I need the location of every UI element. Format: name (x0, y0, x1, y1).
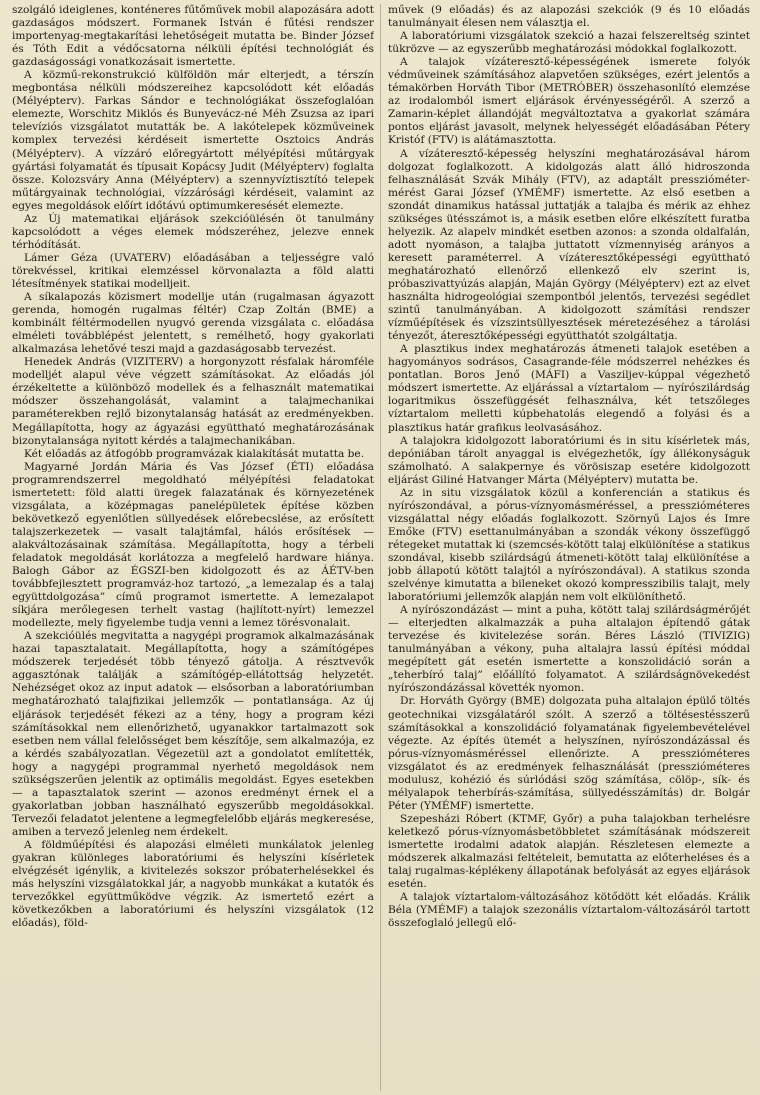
left-column (12, 4, 374, 1095)
paragraph: Szepesházi Róbert (KTMF, Győr) a puha talajokban terhelésre keletkező pórus-víznyomásbetöbbletet számításának módszereit ismertette irodalmi adatok alapján. Részletesen elemezte a módszerek alkalmazási feltételeit, bemutatta az előterheléses és a talaj rugalmas-képlékeny állapotának befolyását az egyes eljárások esetén. (388, 812, 750, 891)
paragraph: Az Új matematikai eljárások szekcióülésén öt tanulmány kapcsolódott a véges elemek módszeréhez, jelezve ennek térhódítását. (12, 212, 374, 251)
right-column (388, 4, 750, 1095)
paragraph: művek (9 előadás) és az alapozási szekciók (9 és 10 előadás tanulmányait élesen nem választja el. (388, 4, 750, 30)
paragraph: Henedek András (VIZITERV) a horgonyzott résfalak háromféle modelljét alapul véve végzett számításokat. Az előadás jól érzékeltette a különböző modellek és a felhasznált matematikai módszer összehangolását, valamint a talajmechanikai paraméterekben rejlő bizonytalanság hatását az eredményekben. Megállapította, hogy az ágyazási együttható meghatározásának bizonytalansága nyitott kérdés a talajmechanikában. (12, 356, 374, 447)
paragraph: Az in situ vizsgálatok közül a konferencián a statikus és nyírószondával, a pórus-víznyomásméréssel, a presszióméteres vizsgálattal négy előadás foglalkozott. Szörnyű Lajos és Imre Emőke (FTV) esettanulmányában a szondák vékony összefüggő rétegeket mutattak ki (szemcsés-kötött talaj elkülönítése a statikus szondával, kisebb szilárdságú átmeneti-kötött talaj elkülönítése a jobb állapotú kötött talajtól a nyírószondával). A statikus szonda szelvénye kimutatta a bileneket okozó kompresszibilis talajt, mely laboratóriumi jellemzők alapján nem volt elkülöníthető. (388, 486, 750, 604)
paragraph: A nyírószondázást — mint a puha, kötött talaj szilárdságmérőjét — elterjedten alkalmazzák a puha altalajon építendő gátak tervezése és kivitelezése során. Béres László (TIVIZIG) tanulmányában a vékony, puha altalajra lassú építési móddal megépített gát esetén ismertette a konszolidáció során a „teherbíró talaj” előállító folyamatot. A szilárdságnövekedést nyírószondázással követték nyomon. (388, 604, 750, 695)
paragraph: A laboratóriumi vizsgálatok szekció a hazai felszereltség szintet tükrözve — az egyszerűbb meghatározási módokkal foglalkozott. (388, 30, 750, 56)
paragraph: A vízáteresztő-képesség helyszíni meghatározásával három dolgozat foglalkozott. A kidolgozás alatt álló hidroszonda felhasználását Szvák Mihály (FTV), az adaptált presszióméter-mérést Garai József (YMÉMF) ismertette. Az első esetben a szondát dinamikus hatással juttatják a talajba és mérik az ehhez szükséges ütésszámot is, a másik esetben előre elkészített furatba helyezik. Az alapelv mindkét esetben azonos: a szonda oldalfalán, adott nyomáson, a talajba juttatott vízmennyiség arányos a keresett paraméterrel. A vízáteresztőképességi együttható meghatározható ellenőrző ellenkező elv szerint is, próbaszivattyúzás alapján, Maján György (Mélyépterv) ezt az elvet használta hidrogeológiai szempontból jelentős, tervezési segédlet szintű tanulmányában. A kidolgozott számítási rendszer vízműépítések és vízszintsüllyesztések méretezéséhez a tárolási tényezőt, áteresztőképességi együtthatót szolgáltatja. (388, 147, 750, 343)
paragraph: A közmű-rekonstrukció külföldön már elterjedt, a térszín megbontása nélküli módszereihez kapcsolódott két előadás (Mélyépterv). Farkas Sándor e technológiákat összefoglalóan elemezte, Worschitz Miklós és Bunyevácz-né Méh Zsuzsa az ipari televíziós vizsgálatot mutatták be. A lakótelepek közműveinek komplex tervezési kérdéseit ismertette Osztoics András (Mélyépterv). A vízzáró előregyártott mélyépítési műtárgyak gyártási folyamatát és típusait Kopácsy Judit (Mélyépterv) foglalta össze. Kolozsváry Anna (Mélyépterv) a szennyvíztisztító telepek műtárgyainak technológiai, vízzárósági kérdéseit, valamint az egyes megoldások előírt időtávú optimumkeresését elemezte. (12, 69, 374, 212)
paragraph: A síkalapozás közismert modellje után (rugalmasan ágyazott gerenda, homogén rugalmas féltér) Czap Zoltán (BME) a kombinált féltérmodellen nyugvó gerenda vizsgálata c. előadása elméleti továbblépést jelentett, s remélhető, hogy gyakorlati alkalmazása lehetővé teszi majd a gazdaságosabb tervezést. (12, 291, 374, 356)
paragraph: Két előadás az átfogóbb programvázak kialakítását mutatta be. (24, 447, 365, 460)
paragraph: Magyarné Jordán Mária és Vas József (ÉTI) előadása programrendszerrel megoldható mélyépítési feladatokat ismertetett: föld alatti üregek falazatának és környezetének vizsgálata, a középmagas panelépületek építése közben bekövetkező egyenlőtlen süllyedések előrebecslése, az erősített talajszerkezetek — vasalt talajtámfal, hálós erősítések — alakváltozásainak számítása. Megállapította, hogy a térbeli feladatok megoldását korlátozza a megfelelő hardware hiánya. Balogh Gábor az ÉGSZI-ben kidolgozott és az ÁÉTV-ben továbbfejlesztett programváz-hoz tartozó, „a lemezalap és a talaj együttdolgozása” című programot ismertette. A lemezalapot síkjára merőlegesen terhelt vastag (hajlított-nyírt) lemezzel modellezte, mely figyelembe tudja venni a lemez törésvonalait. (12, 460, 374, 630)
paragraph: A földműépítési és alapozási elméleti munkálatok jelenleg gyakran különleges laboratóriumi és helyszíni kísérletek elvégzését igénylik, a kivitelezés sokszor próbaterhelésekkel és más helyszíni vizsgálatokkal jár, a nagyobb munkákat a kutatók és tervezőkkel együttműködve végzik. Az ismertető ezért a következőkben a laboratóriumi és helyszíni vizsgálatok (12 előadás), föld- (12, 839, 374, 930)
column-divider (380, 4, 381, 1091)
paragraph: A talajok víztartalom-változásához kötődött két előadás. Králik Béla (YMÉMF) a talajok szezonális víztartalom-változásáról tartott összefoglaló jellegű elő- (388, 891, 750, 930)
paragraph: szolgáló ideiglenes, konténeres fűtőművek mobil alapozására adott gazdaságos módszert. Formanek István é fűtési rendszer importenyag-megtakarítási lehetőségeit mutatta be. Binder József és Tóth Edit a védőcsatorna nélküli építési technológiát és gazdaságossági vonatkozásait ismertette. (12, 4, 374, 69)
paragraph: Lámer Géza (UVATERV) előadásában a teljességre való törekvéssel, kritikai elemzéssel körvonalazta a föld alatti létesítmények statikai modelljeit. (12, 251, 374, 290)
paragraph: A plasztikus index meghatározás átmeneti talajok esetében a hagyományos sodrásos, Casagrande-féle módszerrel nehézkes és pontatlan. Boros Jenő (MÁFI) a Vasziljev-kúppal végezhető módszert ismertette. Az eljárással a víztartalom — nyírószilárdság logaritmikus összefüggését felhasználva, két tetszőleges víztartalom melletti kúpbehatolás elegendő a folyási és a plasztikus határ grafikus leolvasásához. (388, 343, 750, 434)
paragraph: Dr. Horváth György (BME) dolgozata puha altalajon épülő töltés geotechnikai vizsgálatáról szólt. A szerző a töltésestésszerű számításokkal a konszolidáció folyamatának figyelembevételével végezte. Az építés ütemét a helyszínen, nyírószondázással és pórus-víznyomásméréssel ellenőrizte. A presszióméteres vizsgálatot és az eredmények felhasználását (presszióméteres modulusz, kohézió és súrlódási szög számítása, cölöp-, sík- és mélyalapok teherbírás-számítása, süllyedésszámítás) dr. Bolgár Péter (YMÉMF) ismertette. (388, 695, 750, 812)
paragraph: A talajokra kidolgozott laboratóriumi és in situ kísérletek más, depóniában tárolt anyaggal is elvégezhetők, így állékonyságuk számolható. A salakpernye és vörösiszap esetére kidolgozott eljárást Giliné Hatvanger Márta (Mélyépterv) mutatta be. (388, 434, 750, 486)
paragraph: A talajok vízáteresztő-képességének ismerete folyók védműveinek számításához alapvetően szükséges, ezért jelentős a témakörben Horváth Tibor (METRÓBER) összehasonlító elemzése az irodalomból ismert eljárások érvényességéről. A szerző a Zamarin-képlet állandóját megváltoztatva a gyakorlat számára pontos eljárást javasolt, melynek helyességét előadásában Pétery Kristóf (FTV) is alátámasztotta. (388, 56, 750, 147)
paragraph: A szekcióülés megvitatta a nagygépi programok alkalmazásának hazai tapasztalatait. Megállapította, hogy a számítógépes módszerek terjedését több tényező gátolja. A résztvevők aggasztónak találják a számítógép-ellátottság helyzetét. Nehézséget okoz az input adatok — elsősorban a laboratóriumban meghatározható talajfizikai jellemzők — pontatlansága. Az új eljárások terjedését fékezi az a tény, hogy a program kézi számításokkal nem ellenőrizhető, ugyanakkor tartalmazott sok esetben nem vállal felelősséget bem készítője, sem alkalmazója, ez a kérdés szabályozatlan. Végezetül azt a gondolatot említették, hogy a nagygépi programmal nyerhető megoldások nem szükségszerűen jelentik az optimális megoldást. Egyes esetekben — a tapasztalatok szerint — azonos eredményt érnek el a gyakorlatban jobban használható egyszerűbb megoldásokkal. Tervezői feladatot jelentene a legmegfelelőbb eljárás megkeresése, amiben a tervező jelenleg nem érdekelt. (12, 630, 374, 838)
